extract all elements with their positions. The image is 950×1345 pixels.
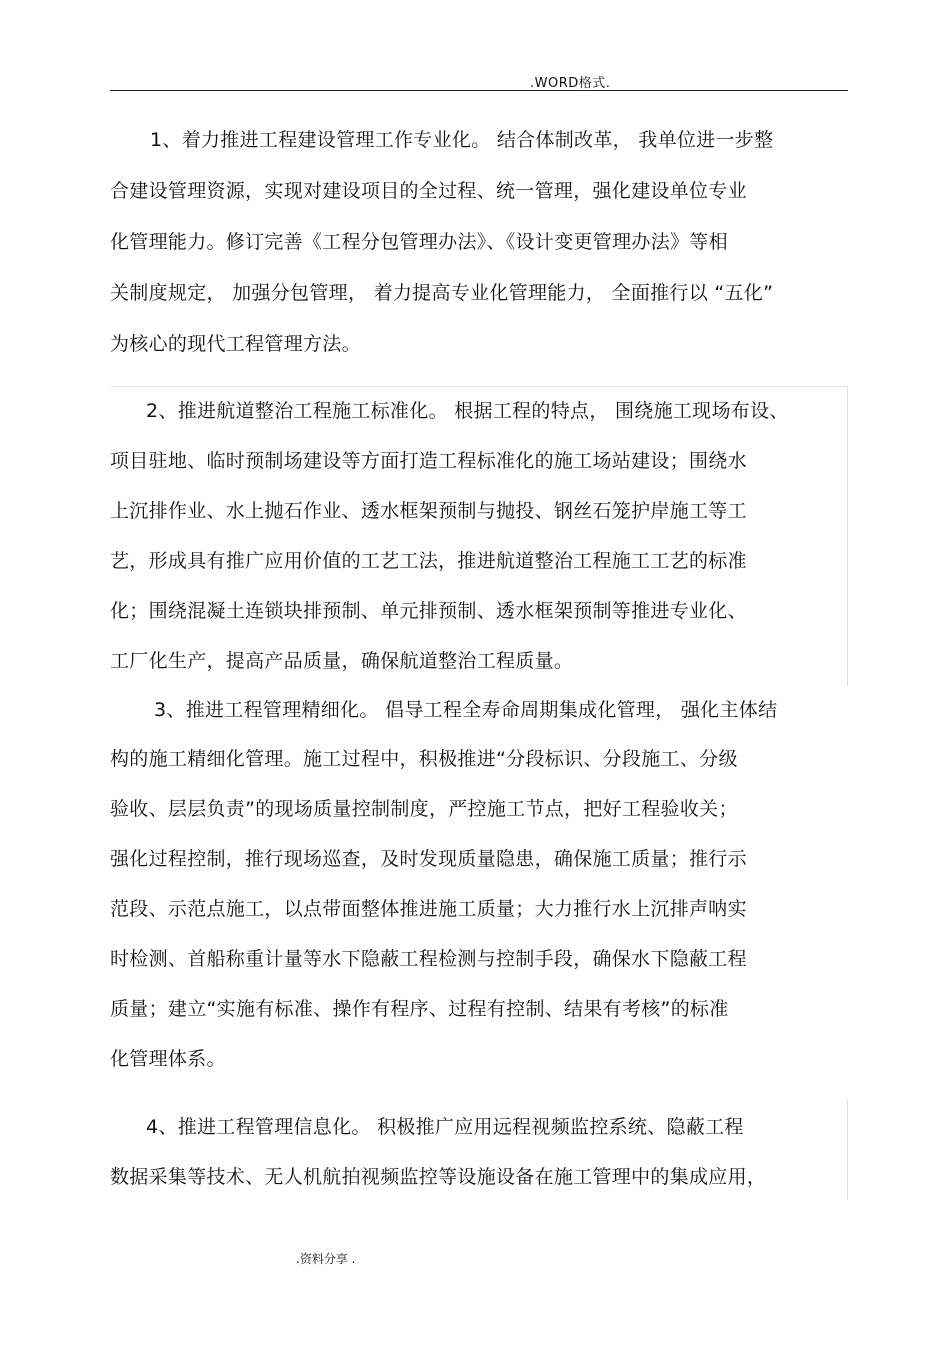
paragraph-2-line-6: 工厂化生产，提高产品质量，确保航道整治工程质量。 [110, 650, 574, 672]
paragraph-4-line-1: 4、推进工程管理信息化。 积极推广应用远程视频监控系统、隐蔽工程 [146, 1116, 744, 1138]
paragraph-3-line-6: 时检测、首船称重计量等水下隐蔽工程检测与控制手段，确保水下隐蔽工程 [110, 948, 747, 970]
header-label: .WORD格式. [530, 76, 611, 91]
paragraph-3-line-7: 质量；建立“实施有标准、操作有程序、过程有控制、结果有考核”的标准 [110, 998, 729, 1020]
block-border-2 [110, 386, 848, 686]
page-footer: .资料分享 . [296, 1252, 356, 1266]
paragraph-2-line-3: 上沉排作业、水上抛石作业、透水框架预制与抛投、钢丝石笼护岸施工等工 [110, 500, 747, 522]
paragraph-2-line-5: 化；围绕混凝土连锁块排预制、单元排预制、透水框架预制等推进专业化、 [110, 600, 747, 622]
paragraph-3-line-4: 强化过程控制，推行现场巡查，及时发现质量隐患，确保施工质量；推行示 [110, 848, 747, 870]
paragraph-1-line-5: 为核心的现代工程管理方法。 [110, 333, 361, 355]
paragraph-3-line-8: 化管理体系。 [110, 1048, 226, 1070]
block-top-rule-2 [110, 386, 847, 387]
paragraph-3-line-5: 范段、示范点施工，以点带面整体推进施工质量；大力推行水上沉排声呐实 [110, 898, 747, 920]
page-header [0, 70, 950, 92]
paragraph-2-line-1: 2、推进航道整治工程施工标准化。 根据工程的特点， 围绕施工现场布设、 [146, 400, 789, 422]
paragraph-2-line-2: 项目驻地、临时预制场建设等方面打造工程标准化的施工场站建设；围绕水 [110, 450, 747, 472]
paragraph-3-line-3: 验收、层层负责”的现场质量控制制度，严控施工节点，把好工程验收关； [110, 798, 738, 820]
paragraph-3-line-2: 构的施工精细化管理。施工过程中，积极推进“分段标识、分段施工、分级 [110, 748, 738, 770]
paragraph-2-line-4: 艺，形成具有推广应用价值的工艺工法，推进航道整治工程施工工艺的标准 [110, 550, 747, 572]
paragraph-3-line-1: 3、推进工程管理精细化。 倡导工程全寿命周期集成化管理， 强化主体结 [154, 699, 778, 721]
paragraph-1-line-3: 化管理能力。修订完善《工程分包管理办法》、《设计变更管理办法》等相 [110, 231, 728, 253]
paragraph-1-line-2: 合建设管理资源，实现对建设项目的全过程、统一管理，强化建设单位专业 [110, 180, 747, 202]
paragraph-1-line-4: 关制度规定， 加强分包管理， 着力提高专业化管理能力， 全面推行以 “五化” [110, 282, 774, 304]
paragraph-1-line-1: 1、着力推进工程建设管理工作专业化。 结合体制改革， 我单位进一步整 [150, 129, 774, 151]
header-divider [110, 90, 848, 91]
paragraph-4-line-2: 数据采集等技术、无人机航拍视频监控等设施设备在施工管理中的集成应用， [110, 1166, 767, 1188]
